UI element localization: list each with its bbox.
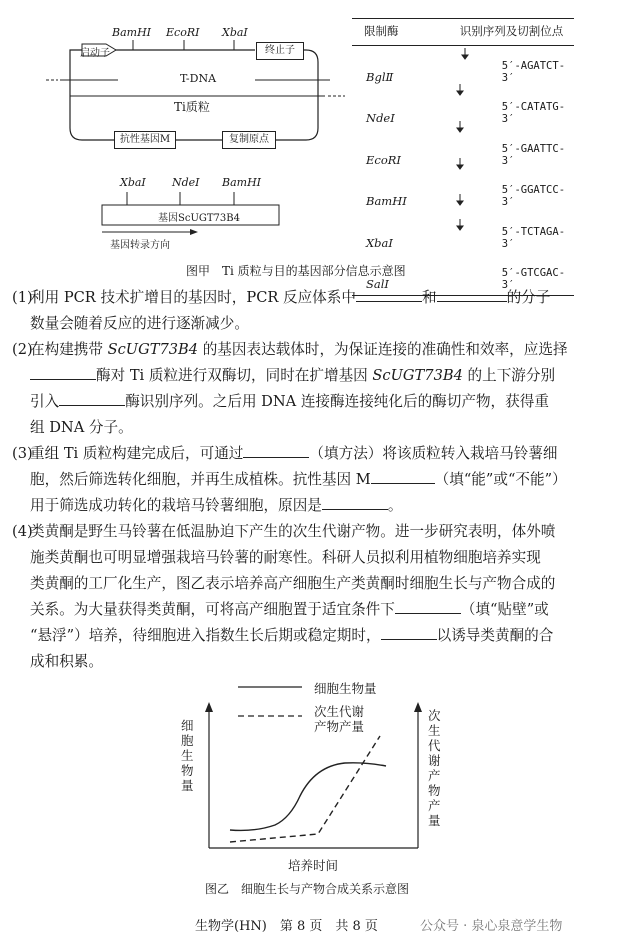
gene-site-bamhi: BamHⅠ bbox=[222, 176, 262, 189]
site-ecori: EcoRⅠ bbox=[166, 26, 200, 39]
site-xbai: XbaⅠ bbox=[222, 26, 248, 39]
left-y-label: 细胞生物量 bbox=[181, 718, 194, 793]
gene-site-ndei: NdeⅠ bbox=[172, 176, 200, 189]
answer-blank[interactable] bbox=[356, 285, 422, 302]
page-footer: 生物学(HN) 第 8 页 共 8 页 bbox=[195, 919, 378, 934]
resistance-gene-box: 抗性基因M bbox=[114, 131, 176, 149]
figure-a-caption: 图甲 Ti 质粒与目的基因部分信息示意图 bbox=[186, 264, 406, 278]
question-1: (1) 利用 PCR 技术扩增目的基因时，PCR 反应体系中 和 的分子 数量会随着反应的进行逐渐减少。 bbox=[30, 285, 610, 337]
table-row: XbaⅠ 5′-TCTAGA-3′ bbox=[366, 225, 566, 250]
table-header-sequence: 识别序列及切割位点 bbox=[408, 19, 574, 46]
gene-label: 基因ScUGT73B4 bbox=[158, 213, 240, 224]
right-y-label: 次生代谢产物产量 bbox=[428, 708, 441, 828]
x-axis-label: 培养时间 bbox=[288, 858, 339, 873]
answer-blank[interactable] bbox=[371, 467, 435, 484]
table-row: NdeⅠ 5′-CATATG-3′ bbox=[366, 101, 566, 125]
plasmid-name: Ti质粒 bbox=[174, 100, 210, 114]
biomass-curve bbox=[230, 763, 386, 831]
transcription-direction-label: 基因转录方向 bbox=[110, 240, 170, 251]
question-2: (2) 在构建携带 ScUGT73B4 的基因表达载体时，为保证连接的准确性和效率，应选择 酶对 Ti 质粒进行双酶切，同时在扩增基因 ScUGT73B4 的上下游分别 引入 酶识别序列。之后用 DNA 连接酶连接纯化后的酶切产物，获得重 组 DNA 分子。 bbox=[12, 341, 568, 436]
answer-blank[interactable] bbox=[437, 285, 507, 302]
site-bamhi: BamHⅠ bbox=[112, 26, 152, 39]
answer-blank[interactable] bbox=[59, 389, 125, 406]
terminator-box: 终止子 bbox=[256, 42, 304, 60]
growth-product-graph bbox=[0, 670, 631, 885]
tdna-label: T-DNA bbox=[180, 72, 217, 85]
question-4: (4) 类黄酮是野生马铃薯在低温胁迫下产生的次生代谢产物。进一步研究表明，体外喷 施类黄酮也可明显增强栽培马铃薯的耐寒性。科研人员拟利用植物细胞培养实现 类黄酮的工厂化生产，图乙表示培养高产细胞生产类黄酮时细胞生长与产物合成的 关系。为大量获得类黄酮，可将高产细胞置于适宜条件下 （填“贴壁”或 “悬浮”）培养，待细胞进入指数生长后期或稳定期时， 以诱导类黄酮的合 成和积累。 bbox=[12, 523, 556, 670]
watermark: 公众号 · 泉心泉意学生物 bbox=[420, 919, 563, 934]
answer-blank[interactable] bbox=[243, 441, 309, 458]
answer-blank[interactable] bbox=[395, 597, 461, 614]
table-header-enzyme: 限制酶 bbox=[352, 19, 408, 46]
table-row: BamHⅠ 5′-GGATCC-3′ bbox=[366, 184, 566, 208]
figure-b-caption: 图乙 细胞生长与产物合成关系示意图 bbox=[205, 882, 410, 896]
answer-blank[interactable] bbox=[322, 493, 388, 510]
table-row: SalⅠ 5′-GTCGAC-3′ bbox=[352, 254, 574, 296]
ori-box: 复制原点 bbox=[222, 131, 276, 149]
gene-site-xbai: XbaⅠ bbox=[120, 176, 146, 189]
table-row: BglⅡ 5′-AGATCT-3′ bbox=[366, 59, 566, 84]
legend-product: 次生代谢 产物产量 bbox=[314, 704, 365, 734]
promoter-label: 启动子 bbox=[80, 48, 110, 59]
table-row: EcoRⅠ 5′-GAATTC-3′ bbox=[366, 142, 566, 167]
restriction-enzyme-table bbox=[352, 18, 574, 296]
answer-blank[interactable] bbox=[381, 623, 437, 640]
question-3: (3) 重组 Ti 质粒构建完成后，可通过 （填方法）将该质粒转入栽培马铃薯细 胞，然后筛选转化细胞，并再生成植株。抗性基因 M （填“能”或“不能”） 用于筛选成功转化的栽培马铃薯细胞，原因是 。 bbox=[30, 441, 610, 519]
legend-biomass: 细胞生物量 bbox=[314, 681, 377, 696]
answer-blank[interactable] bbox=[30, 363, 96, 380]
product-curve bbox=[230, 736, 380, 842]
